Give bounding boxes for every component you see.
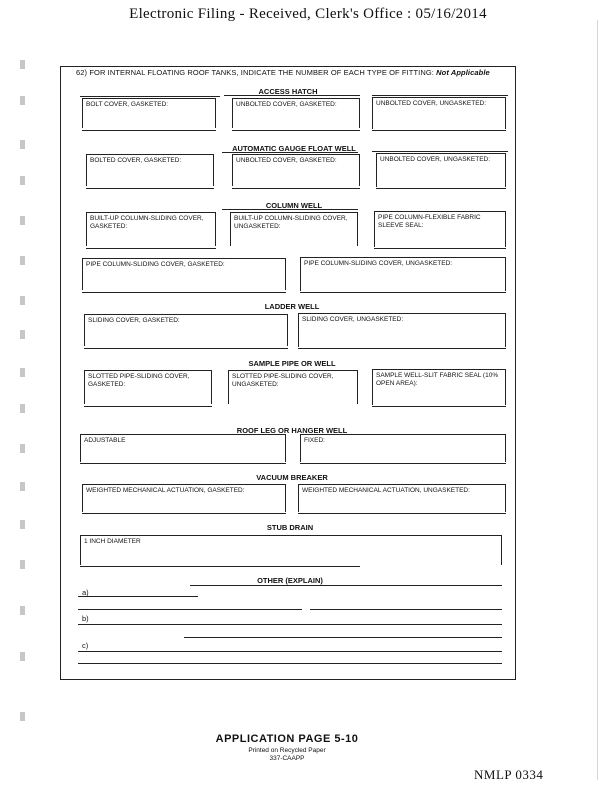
- rule: [372, 130, 506, 131]
- field-label: WEIGHTED MECHANICAL ACTUATION, GASKETED:: [86, 487, 245, 494]
- field-label: ADJUSTABLE: [84, 437, 126, 444]
- field-label: BOLT COVER, GASKETED:: [86, 101, 169, 108]
- rule: [80, 566, 360, 567]
- field-builtup-sliding-gasketed[interactable]: [86, 212, 216, 246]
- field-bolted-cover-gasketed[interactable]: [86, 154, 214, 186]
- field-label: FIXED:: [304, 437, 325, 444]
- field-label: SLOTTED PIPE-SLIDING COVER, UNGASKETED:: [232, 373, 334, 388]
- rule: [372, 151, 508, 152]
- other-row-label-a: a): [82, 588, 89, 597]
- scan-mark: [20, 96, 25, 105]
- scan-mark: [20, 712, 25, 721]
- scan-mark: [20, 606, 25, 615]
- scan-mark: [20, 296, 25, 305]
- field-gauge-unbolted-gasketed[interactable]: [232, 154, 360, 186]
- rule: [190, 585, 502, 586]
- other-row-label-c: c): [82, 641, 89, 650]
- scan-mark: [20, 652, 25, 661]
- field-ladder-sliding-gasketed[interactable]: [84, 314, 288, 346]
- field-label: PIPE COLUMN-SLIDING COVER, GASKETED:: [86, 261, 225, 268]
- rule: [232, 130, 360, 131]
- rule: [372, 406, 506, 407]
- scan-mark: [20, 368, 25, 377]
- rule: [184, 637, 502, 638]
- section-title-sample-pipe: SAMPLE PIPE OR WELL: [248, 359, 336, 368]
- not-applicable-note: Not Applicable: [436, 68, 490, 77]
- field-label: UNBOLTED COVER, GASKETED:: [236, 101, 337, 108]
- field-pipe-column-sliding-ungasketed[interactable]: [300, 257, 506, 291]
- section-title-access-hatch: ACCESS HATCH: [258, 87, 318, 96]
- scan-mark: [20, 482, 25, 491]
- scan-mark: [20, 330, 25, 339]
- section-title-vacuum-breaker: VACUUM BREAKER: [256, 473, 328, 482]
- field-label: SLIDING COVER, UNGASKETED:: [302, 316, 404, 323]
- section-title-roof-leg: ROOF LEG OR HANGER WELL: [236, 426, 348, 435]
- other-row-label-b: b): [82, 614, 89, 623]
- recycled-paper-note: Printed on Recycled Paper: [248, 747, 326, 754]
- field-builtup-sliding-ungasketed[interactable]: [230, 212, 358, 246]
- scan-mark: [20, 176, 25, 185]
- field-label: UNBOLTED COVER, UNGASKETED:: [380, 156, 491, 163]
- field-weighted-gasketed[interactable]: [82, 484, 286, 512]
- rule: [84, 348, 288, 349]
- field-slotted-pipe-gasketed[interactable]: [84, 370, 212, 404]
- scan-mark: [20, 404, 25, 413]
- rule: [298, 348, 506, 349]
- rule: [376, 188, 506, 189]
- other-line-a-right[interactable]: [310, 609, 502, 610]
- rule: [84, 406, 212, 407]
- rule: [86, 188, 214, 189]
- rule: [300, 463, 506, 464]
- field-label: BOLTED COVER, GASKETED:: [90, 157, 182, 164]
- field-pipe-column-flexible-fabric[interactable]: [374, 211, 506, 247]
- field-bolt-cover-gasketed[interactable]: [82, 98, 216, 128]
- rule: [232, 188, 360, 189]
- section-title-other: OTHER (EXPLAIN): [257, 576, 323, 585]
- form-code: 337-CAAPP: [269, 755, 305, 762]
- scan-mark: [20, 520, 25, 529]
- field-label: SLOTTED PIPE-SLIDING COVER, GASKETED:: [88, 373, 190, 388]
- field-gauge-unbolted-ungasketed[interactable]: [376, 153, 506, 187]
- field-label: UNBOLTED COVER, UNGASKETED:: [376, 100, 487, 107]
- form-title: 62) FOR INTERNAL FLOATING ROOF TANKS, INDICATE THE NUMBER OF EACH TYPE OF FITTING: Not Applicable: [76, 68, 490, 77]
- rule: [222, 152, 358, 153]
- section-title-ladder-well: LADDER WELL: [264, 302, 320, 311]
- rule: [86, 248, 216, 249]
- field-sample-well-slit-fabric[interactable]: [372, 369, 506, 405]
- scan-edge: [597, 20, 598, 780]
- other-line-b[interactable]: [78, 624, 502, 625]
- scan-mark: [20, 140, 25, 149]
- rule: [82, 130, 216, 131]
- rule: [222, 209, 358, 210]
- section-title-gauge-float-well: AUTOMATIC GAUGE FLOAT WELL: [232, 144, 356, 153]
- scan-mark: [20, 560, 25, 569]
- field-label: PIPE COLUMN-SLIDING COVER, UNGASKETED:: [304, 260, 453, 267]
- scan-mark: [20, 216, 25, 225]
- field-label: BUILT-UP COLUMN-SLIDING COVER, GASKETED:: [90, 215, 204, 230]
- rule: [80, 96, 220, 97]
- rule: [300, 292, 506, 293]
- rule: [224, 95, 360, 96]
- application-page-number: APPLICATION PAGE 5-10: [215, 733, 359, 745]
- field-slotted-pipe-ungasketed[interactable]: [228, 370, 358, 404]
- field-label: SLIDING COVER, GASKETED:: [88, 317, 180, 324]
- field-pipe-column-sliding-gasketed[interactable]: [82, 258, 286, 290]
- scan-mark: [20, 60, 25, 69]
- other-line-c[interactable]: [78, 651, 502, 652]
- scan-mark: [20, 256, 25, 265]
- field-stub-drain-1-inch[interactable]: [80, 535, 502, 565]
- rule: [374, 248, 506, 249]
- rule: [298, 513, 506, 514]
- section-title-column-well: COLUMN WELL: [265, 201, 323, 210]
- rule: [82, 513, 286, 514]
- field-ladder-sliding-ungasketed[interactable]: [298, 313, 506, 347]
- rule: [82, 292, 286, 293]
- field-label: WEIGHTED MECHANICAL ACTUATION, UNGASKETED:: [302, 487, 470, 494]
- scan-mark: [20, 444, 25, 453]
- field-label: PIPE COLUMN-FLEXIBLE FABRIC SLEEVE SEAL:: [378, 214, 481, 229]
- field-unbolted-cover-ungasketed[interactable]: [372, 97, 506, 129]
- rule: [80, 463, 286, 464]
- filing-header: Electronic Filing - Received, Clerk's Office : 05/16/2014: [129, 6, 487, 22]
- bates-stamp: NMLP 0334: [474, 767, 544, 782]
- rule: [78, 663, 502, 664]
- field-roof-leg-adjustable[interactable]: [80, 434, 286, 462]
- field-label: 1 INCH DIAMETER: [84, 538, 141, 545]
- field-label: BUILT-UP COLUMN-SLIDING COVER, UNGASKETED:: [234, 215, 348, 230]
- field-label: UNBOLTED COVER, GASKETED:: [236, 157, 337, 164]
- field-weighted-ungasketed[interactable]: [298, 484, 506, 512]
- field-label: SAMPLE WELL-SLIT FABRIC SEAL (10% OPEN AREA):: [376, 372, 499, 387]
- field-unbolted-cover-gasketed[interactable]: [232, 98, 360, 128]
- field-roof-leg-fixed[interactable]: [300, 434, 506, 462]
- other-line-a-left[interactable]: [78, 609, 302, 610]
- section-title-stub-drain: STUB DRAIN: [266, 523, 314, 532]
- rule: [372, 95, 508, 96]
- rule: [78, 596, 198, 597]
